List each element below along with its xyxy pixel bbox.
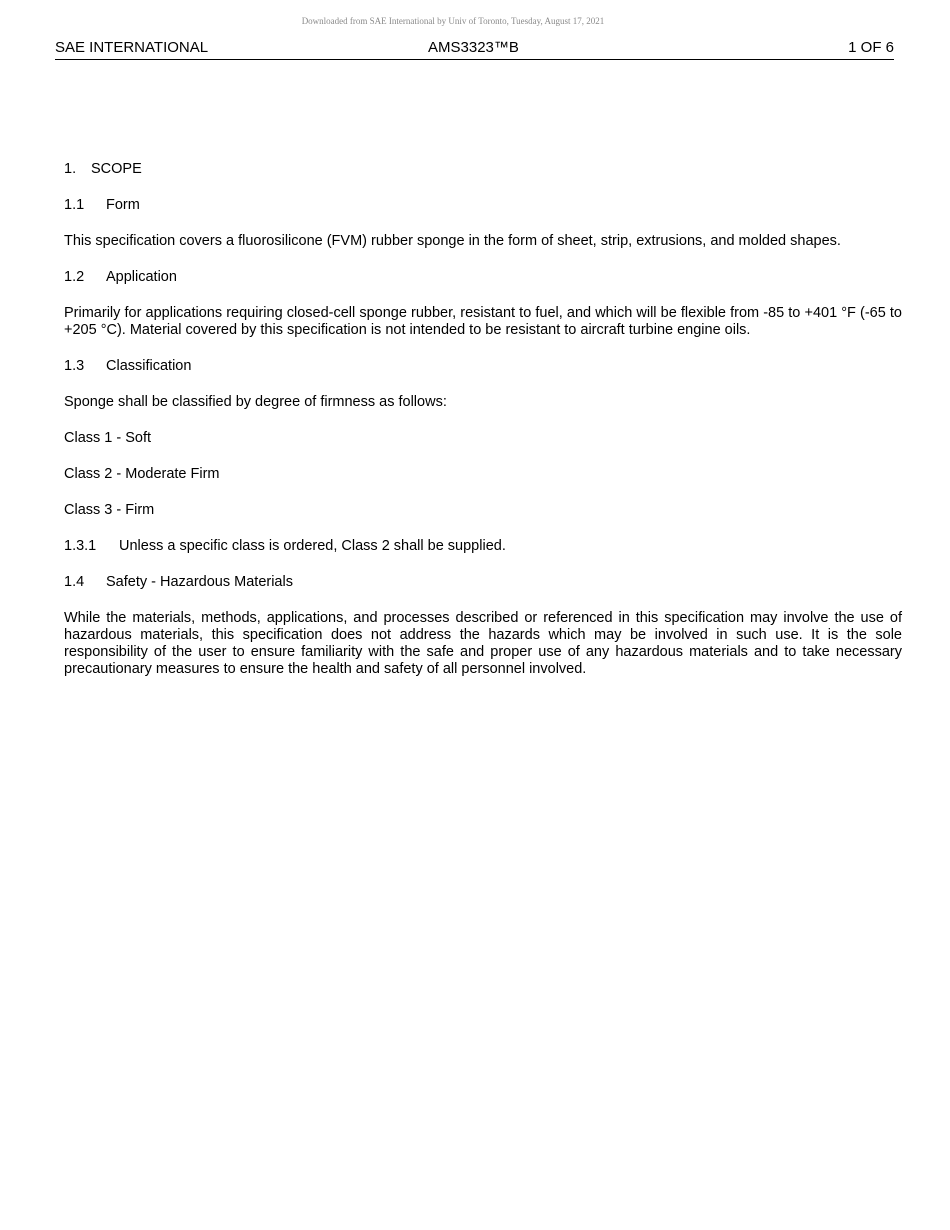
- section-title: Classification: [106, 358, 192, 374]
- page-header: [55, 38, 894, 60]
- class-item: Class 2 - Moderate Firm: [64, 466, 220, 482]
- section-scope-heading: [64, 161, 902, 178]
- section-number: 1.3: [64, 358, 85, 374]
- class-item: Class 3 - Firm: [64, 502, 155, 518]
- section-classification-heading: [64, 358, 902, 375]
- classification-intro: Sponge shall be classified by degree of firmness as follows:: [64, 394, 447, 410]
- section-title: Application: [106, 269, 177, 285]
- section-number: 1.2: [64, 269, 85, 285]
- section-number: 1.4: [64, 574, 85, 590]
- class-item: Class 1 - Soft: [64, 430, 152, 446]
- header-page-number: 1 OF 6: [848, 39, 894, 56]
- safety-paragraph: While the materials, methods, applications, and processes described or referenced in this specification may involve the use of hazardous materials, this specification does not address the hazards which may be involved in such use. It is the sole responsibility of the user to ensure familiarity with the safe and proper use of any hazardous materials and to take necessary precautionary measures to ensure the health and safety of all personnel involved.: [64, 610, 902, 677]
- header-publisher: SAE INTERNATIONAL: [55, 39, 209, 56]
- section-title: SCOPE: [91, 161, 142, 177]
- document-body: [64, 161, 902, 697]
- section-number: 1.: [64, 161, 77, 177]
- section-number: 1.1: [64, 197, 85, 213]
- subsection-number: 1.3.1: [64, 538, 97, 554]
- section-form-heading: [64, 197, 902, 214]
- download-watermark: Downloaded from SAE International by Univ of Toronto, Tuesday, August 17, 2021: [301, 16, 605, 26]
- section-safety-heading: [64, 574, 902, 591]
- section-title: Form: [106, 197, 140, 213]
- subsection-default-class: [64, 538, 902, 555]
- form-paragraph: This specification covers a fluorosilicone (FVM) rubber sponge in the form of sheet, strip, extrusions, and molded shapes.: [64, 233, 841, 249]
- header-document-id: AMS3323™B: [428, 39, 519, 56]
- section-title: Safety - Hazardous Materials: [106, 574, 293, 590]
- subsection-text: Unless a specific class is ordered, Class 2 shall be supplied.: [119, 538, 506, 554]
- application-paragraph: Primarily for applications requiring closed-cell sponge rubber, resistant to fuel, and which will be flexible from -85 to +401 °F (-65 to +205 °C). Material covered by this specification is not intended to be resistant to aircraft turbine engine oils.: [64, 305, 902, 338]
- section-application-heading: [64, 269, 902, 286]
